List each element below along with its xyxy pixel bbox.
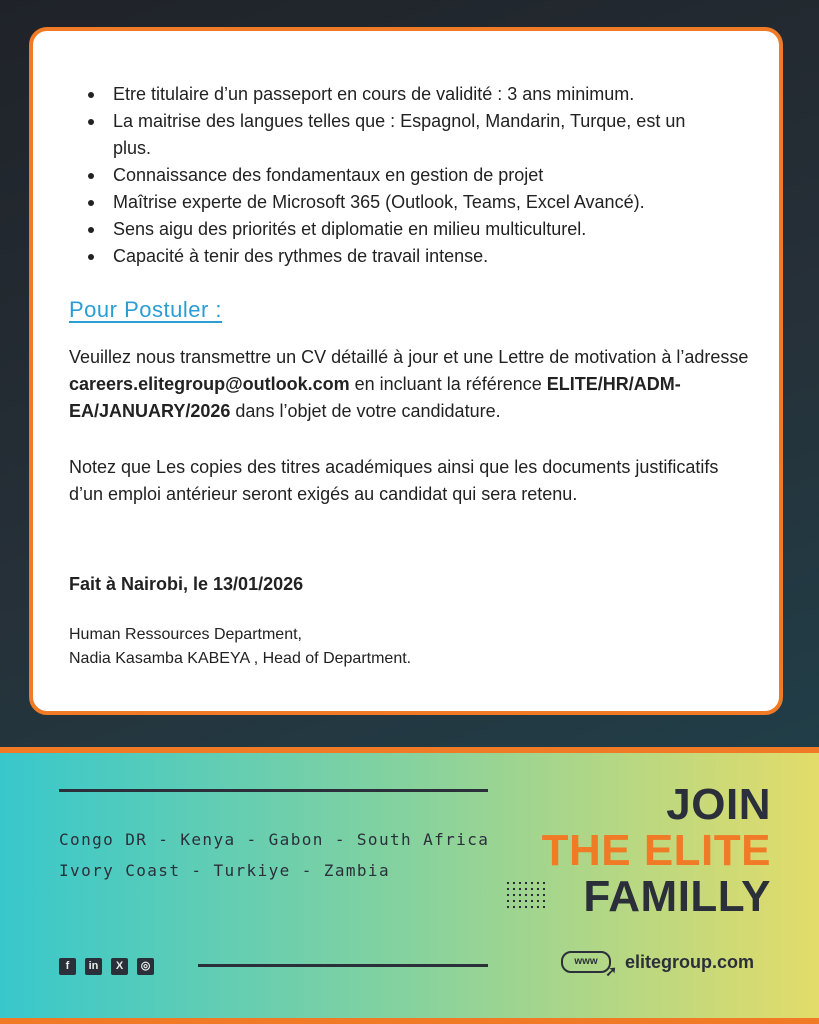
join-line: THE ELITE	[541, 826, 771, 875]
note-paragraph: Notez que Les copies des titres académiques ainsi que les documents justificatifs d’un emploi antérieur seront exigés au candidat qui sera retenu.	[69, 457, 719, 504]
list-item: Capacité à tenir des rythmes de travail intense.	[85, 243, 725, 270]
list-item: Etre titulaire d’un passeport en cours de validité : 3 ans minimum.	[85, 81, 725, 108]
requirements-list	[85, 81, 725, 270]
list-item: La maitrise des langues telles que : Espagnol, Mandarin, Turque, est un plus.	[85, 108, 725, 162]
divider-line	[59, 789, 488, 792]
content-card	[29, 27, 783, 715]
signature-block	[69, 623, 411, 671]
footer-top-stripe	[0, 747, 819, 753]
website-url[interactable]: elitegroup.com	[625, 951, 755, 972]
social-links	[59, 958, 154, 975]
website-link[interactable]	[561, 951, 755, 979]
www-label: www	[574, 956, 598, 967]
department-name: Human Ressources Department,	[69, 626, 302, 643]
apply-text-c: dans l’objet de votre candidature.	[230, 401, 501, 421]
apply-text-a: Veuillez nous transmettre un CV détaillé à jour et une Lettre de motivation à l’adresse	[69, 347, 749, 367]
list-item: Sens aigu des priorités et diplomatie en milieu multiculturel.	[85, 216, 725, 243]
linkedin-icon[interactable]: in	[85, 958, 102, 975]
divider-line	[198, 964, 488, 967]
cursor-icon: ➚	[605, 963, 617, 979]
reference-code: ELITE/HR/ADM-EA/JANUARY/2026	[69, 374, 681, 421]
countries-list	[59, 824, 489, 886]
apply-text-b: en incluant la référence	[349, 374, 547, 394]
countries-line: Congo DR - Kenya - Gabon - South Africa	[59, 830, 490, 849]
dot-pattern-decoration	[505, 880, 549, 910]
facebook-icon[interactable]: f	[59, 958, 76, 975]
apply-heading: Pour Postuler :	[69, 297, 223, 322]
signatory-name: Nadia Kasamba KABEYA , Head of Department.	[69, 650, 412, 667]
x-icon[interactable]: X	[111, 958, 128, 975]
email-address[interactable]: careers.elitegroup@outlook.com	[69, 374, 350, 394]
apply-paragraph	[69, 344, 749, 425]
footer-bottom-stripe	[0, 1018, 819, 1024]
countries-line: Ivory Coast - Turkiye - Zambia	[59, 861, 390, 880]
globe-www-icon	[561, 951, 617, 979]
join-line: JOIN	[666, 780, 771, 829]
instagram-icon[interactable]: ◎	[137, 958, 154, 975]
join-line: FAMILLY	[583, 872, 771, 921]
list-item: Connaissance des fondamentaux en gestion de projet	[85, 162, 725, 189]
list-item: Maîtrise experte de Microsoft 365 (Outlook, Teams, Excel Avancé).	[85, 189, 725, 216]
join-tagline	[542, 782, 771, 920]
place-date: Fait à Nairobi, le 13/01/2026	[69, 574, 304, 594]
